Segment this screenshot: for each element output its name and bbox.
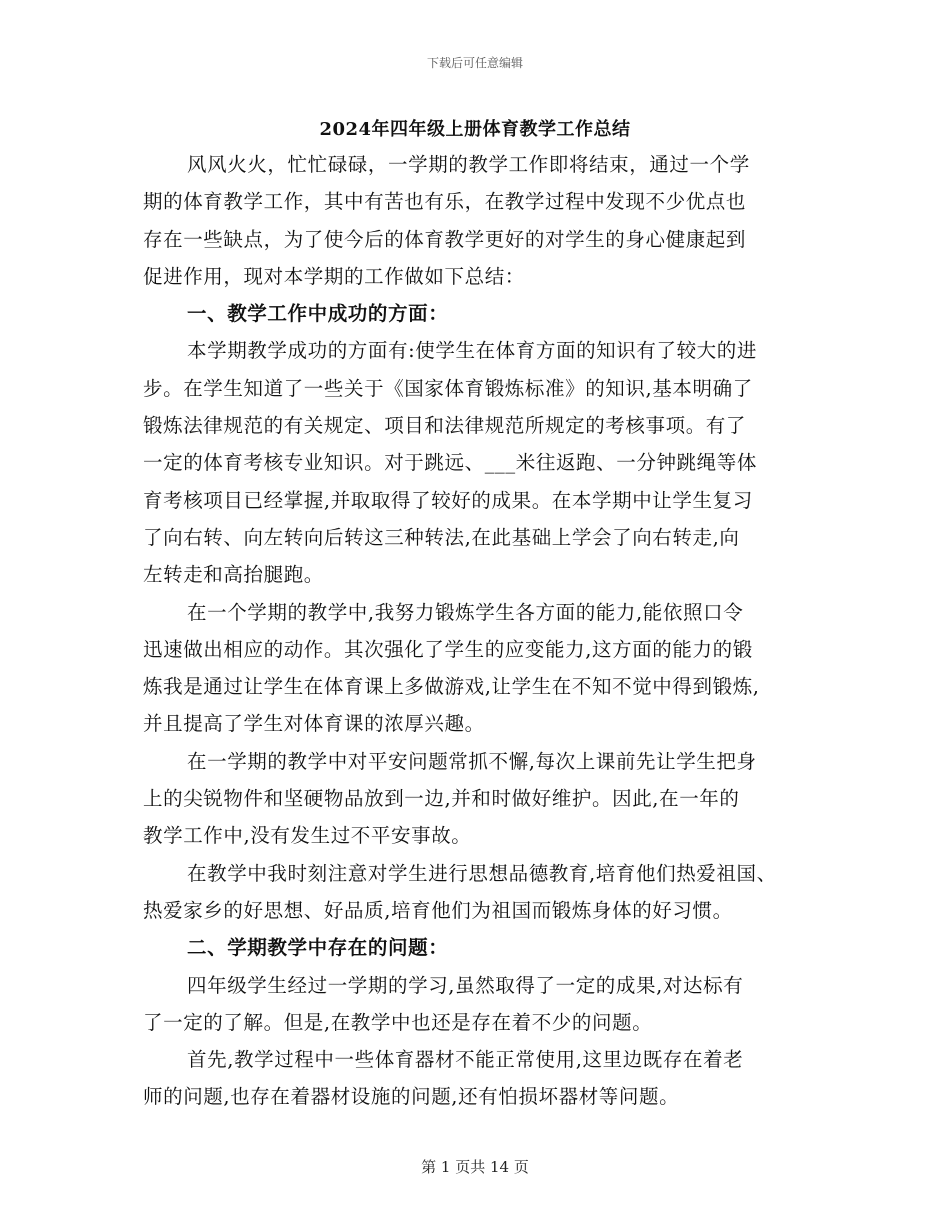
paragraph-line: 促进作用，现对本学期的工作做如下总结： (143, 264, 525, 288)
paragraph-line: 师的问题,也存在着器材设施的问题,还有怕损坏器材等问题。 (143, 1085, 680, 1109)
paragraph-line: 首先,教学过程中一些体育器材不能正常使用,这里边既存在着老 (187, 1048, 744, 1072)
paragraph-line: 四年级学生经过一学期的学习,虽然取得了一定的成果,对达标有 (187, 973, 744, 997)
document-body (143, 146, 823, 1116)
paragraph-line: 风风火火，忙忙碌碌，一学期的教学工作即将结束，通过一个学 (187, 153, 750, 176)
paragraph-line: 迅速做出相应的动作。其次强化了学生的应变能力,这方面的能力的锻 (143, 637, 753, 661)
paragraph-line: 在一个学期的教学中,我努力锻炼学生各方面的能力,能依照口令 (187, 600, 744, 624)
section-heading: 二、学期教学中存在的问题： (187, 936, 449, 960)
paragraph-line: 教学工作中,没有发生过不平安事故。 (143, 824, 472, 848)
paragraph-line: 了向右转、向左转向后转这三种转法,在此基础上学会了向右转走,向 (143, 525, 740, 549)
paragraph-line: 了一定的了解。但是,在教学中也还是存在着不少的问题。 (143, 1010, 653, 1034)
paragraph-line: 并且提高了学生对体育课的浓厚兴趣。 (143, 712, 485, 736)
paragraph-line: 一定的体育考核专业知识。对于跳远、___米往返跑、一分钟跳绳等体 (143, 451, 757, 475)
paragraph-line: 上的尖锐物件和坚硬物品放到一边,并和时做好维护。因此,在一年的 (143, 787, 740, 811)
paragraph-line: 热爱家乡的好思想、好品质,培育他们为祖国而锻炼身体的好习惯。 (143, 898, 733, 922)
document-title: 2024年四年级上册体育教学工作总结 (319, 119, 631, 140)
paragraph-line: 育考核项目已经掌握,并取取得了较好的成果。在本学期中让学生复习 (143, 488, 753, 512)
section-heading: 一、教学工作中成功的方面： (187, 302, 449, 326)
paragraph-line: 存在一些缺点，为了使今后的体育教学更好的对学生的身心健康起到 (143, 227, 747, 251)
paragraph-line: 左转走和高抬腿跑。 (143, 563, 324, 587)
paragraph-line: 锻炼法律规范的有关规定、项目和法律规范所规定的考核事项。有了 (143, 414, 747, 438)
paragraph-line: 在教学中我时刻注意对学生进行思想品德教育,培育他们热爱祖国、 (187, 861, 777, 885)
page-header-note: 下载后可任意编辑 (426, 56, 523, 70)
paragraph-line: 本学期教学成功的方面有:使学生在体育方面的知识有了较大的进 (187, 339, 757, 363)
paragraph-line: 在一学期的教学中对平安问题常抓不懈,每次上课前先让学生把身 (187, 749, 757, 773)
paragraph-line: 炼我是通过让学生在体育课上多做游戏,让学生在不知不觉中得到锻炼, (143, 675, 760, 699)
paragraph-line: 步。在学生知道了一些关于《国家体育锻炼标准》的知识,基本明确了 (143, 376, 753, 400)
page-footer: 第 1 页共 14 页 (421, 1158, 529, 1176)
paragraph-line: 期的体育教学工作，其中有苦也有乐，在教学过程中发现不少优点也 (143, 190, 747, 214)
